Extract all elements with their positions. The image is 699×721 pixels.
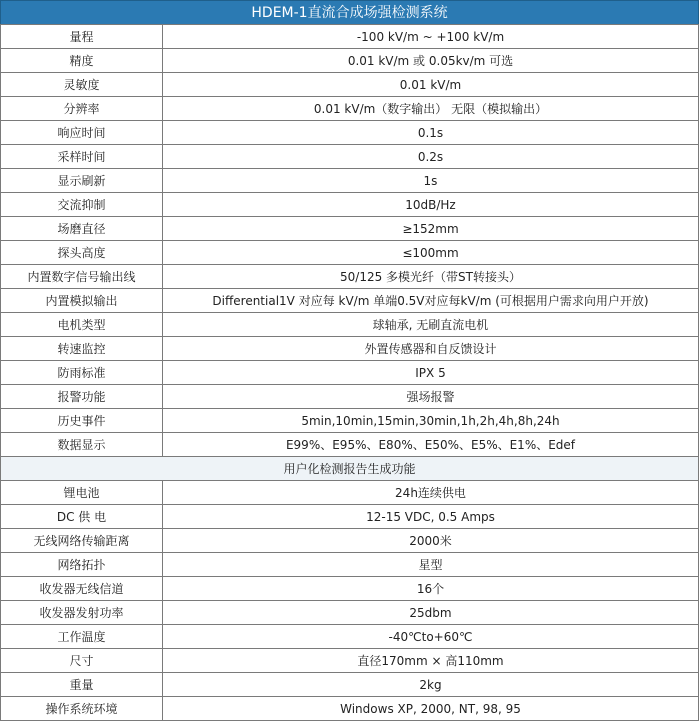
row-value: Windows XP, 2000, NT, 98, 95 — [163, 697, 699, 721]
table-row — [1, 385, 699, 409]
row-value: -100 kV/m ~ +100 kV/m — [163, 25, 699, 49]
table-row — [1, 313, 699, 337]
row-label: 操作系统环境 — [1, 697, 163, 721]
row-label: 历史事件 — [1, 409, 163, 433]
section-band-row — [1, 457, 699, 481]
row-label: 防雨标准 — [1, 361, 163, 385]
table-row — [1, 193, 699, 217]
row-value: Differential1V 对应每 kV/m 单端0.5V对应每kV/m (可根据用户需求向用户开放) — [163, 289, 699, 313]
table-row — [1, 97, 699, 121]
row-label: 收发器发射功率 — [1, 601, 163, 625]
row-value: 12-15 VDC, 0.5 Amps — [163, 505, 699, 529]
row-value: 25dbm — [163, 601, 699, 625]
table-row — [1, 241, 699, 265]
row-value: 10dB/Hz — [163, 193, 699, 217]
spec-table — [0, 24, 699, 721]
table-row — [1, 169, 699, 193]
table-row — [1, 625, 699, 649]
row-value: IPX 5 — [163, 361, 699, 385]
row-label: 探头高度 — [1, 241, 163, 265]
row-value: E99%、E95%、E80%、E50%、E5%、E1%、Edef — [163, 433, 699, 457]
table-row — [1, 289, 699, 313]
table-row — [1, 265, 699, 289]
row-label: 采样时间 — [1, 145, 163, 169]
row-label: 电机类型 — [1, 313, 163, 337]
table-row — [1, 697, 699, 721]
table-row — [1, 121, 699, 145]
row-label: 报警功能 — [1, 385, 163, 409]
row-label: 网络拓扑 — [1, 553, 163, 577]
row-value: 1s — [163, 169, 699, 193]
row-label: 灵敏度 — [1, 73, 163, 97]
row-value: ≤100mm — [163, 241, 699, 265]
table-row — [1, 361, 699, 385]
table-row — [1, 529, 699, 553]
row-value: 球轴承, 无刷直流电机 — [163, 313, 699, 337]
row-label: 内置数字信号输出线 — [1, 265, 163, 289]
table-title: HDEM-1直流合成场强检测系统 — [0, 0, 699, 24]
table-row — [1, 409, 699, 433]
row-label: 分辨率 — [1, 97, 163, 121]
row-label: DC 供 电 — [1, 505, 163, 529]
row-label: 收发器无线信道 — [1, 577, 163, 601]
table-row — [1, 577, 699, 601]
row-label: 数据显示 — [1, 433, 163, 457]
row-label: 重量 — [1, 673, 163, 697]
row-label: 场磨直径 — [1, 217, 163, 241]
row-label: 工作温度 — [1, 625, 163, 649]
row-value: -40℃to+60℃ — [163, 625, 699, 649]
row-value: 0.1s — [163, 121, 699, 145]
row-label: 量程 — [1, 25, 163, 49]
section-band: 用户化检测报告生成功能 — [1, 457, 699, 481]
table-row — [1, 145, 699, 169]
row-value: 24h连续供电 — [163, 481, 699, 505]
row-label: 精度 — [1, 49, 163, 73]
table-row — [1, 481, 699, 505]
row-label: 锂电池 — [1, 481, 163, 505]
row-value: 强场报警 — [163, 385, 699, 409]
table-row — [1, 337, 699, 361]
table-row — [1, 433, 699, 457]
row-value: 5min,10min,15min,30min,1h,2h,4h,8h,24h — [163, 409, 699, 433]
row-value: 2000米 — [163, 529, 699, 553]
table-row — [1, 217, 699, 241]
row-label: 内置模拟输出 — [1, 289, 163, 313]
row-value: 16个 — [163, 577, 699, 601]
row-value: 直径170mm × 高110mm — [163, 649, 699, 673]
table-row — [1, 673, 699, 697]
table-row — [1, 649, 699, 673]
row-label: 无线网络传输距离 — [1, 529, 163, 553]
row-label: 显示刷新 — [1, 169, 163, 193]
table-row — [1, 49, 699, 73]
row-value: 外置传感器和自反馈设计 — [163, 337, 699, 361]
row-label: 转速监控 — [1, 337, 163, 361]
table-row — [1, 25, 699, 49]
row-value: 星型 — [163, 553, 699, 577]
row-label: 响应时间 — [1, 121, 163, 145]
row-value: 0.01 kV/m（数字输出） 无限（模拟输出） — [163, 97, 699, 121]
row-value: 2kg — [163, 673, 699, 697]
row-value: 0.01 kV/m — [163, 73, 699, 97]
row-value: 0.01 kV/m 或 0.05kv/m 可选 — [163, 49, 699, 73]
row-value: 50/125 多模光纤（带ST转接头） — [163, 265, 699, 289]
table-row — [1, 505, 699, 529]
row-label: 尺寸 — [1, 649, 163, 673]
table-row — [1, 73, 699, 97]
row-label: 交流抑制 — [1, 193, 163, 217]
table-row — [1, 553, 699, 577]
row-value: 0.2s — [163, 145, 699, 169]
row-value: ≥152mm — [163, 217, 699, 241]
table-row — [1, 601, 699, 625]
